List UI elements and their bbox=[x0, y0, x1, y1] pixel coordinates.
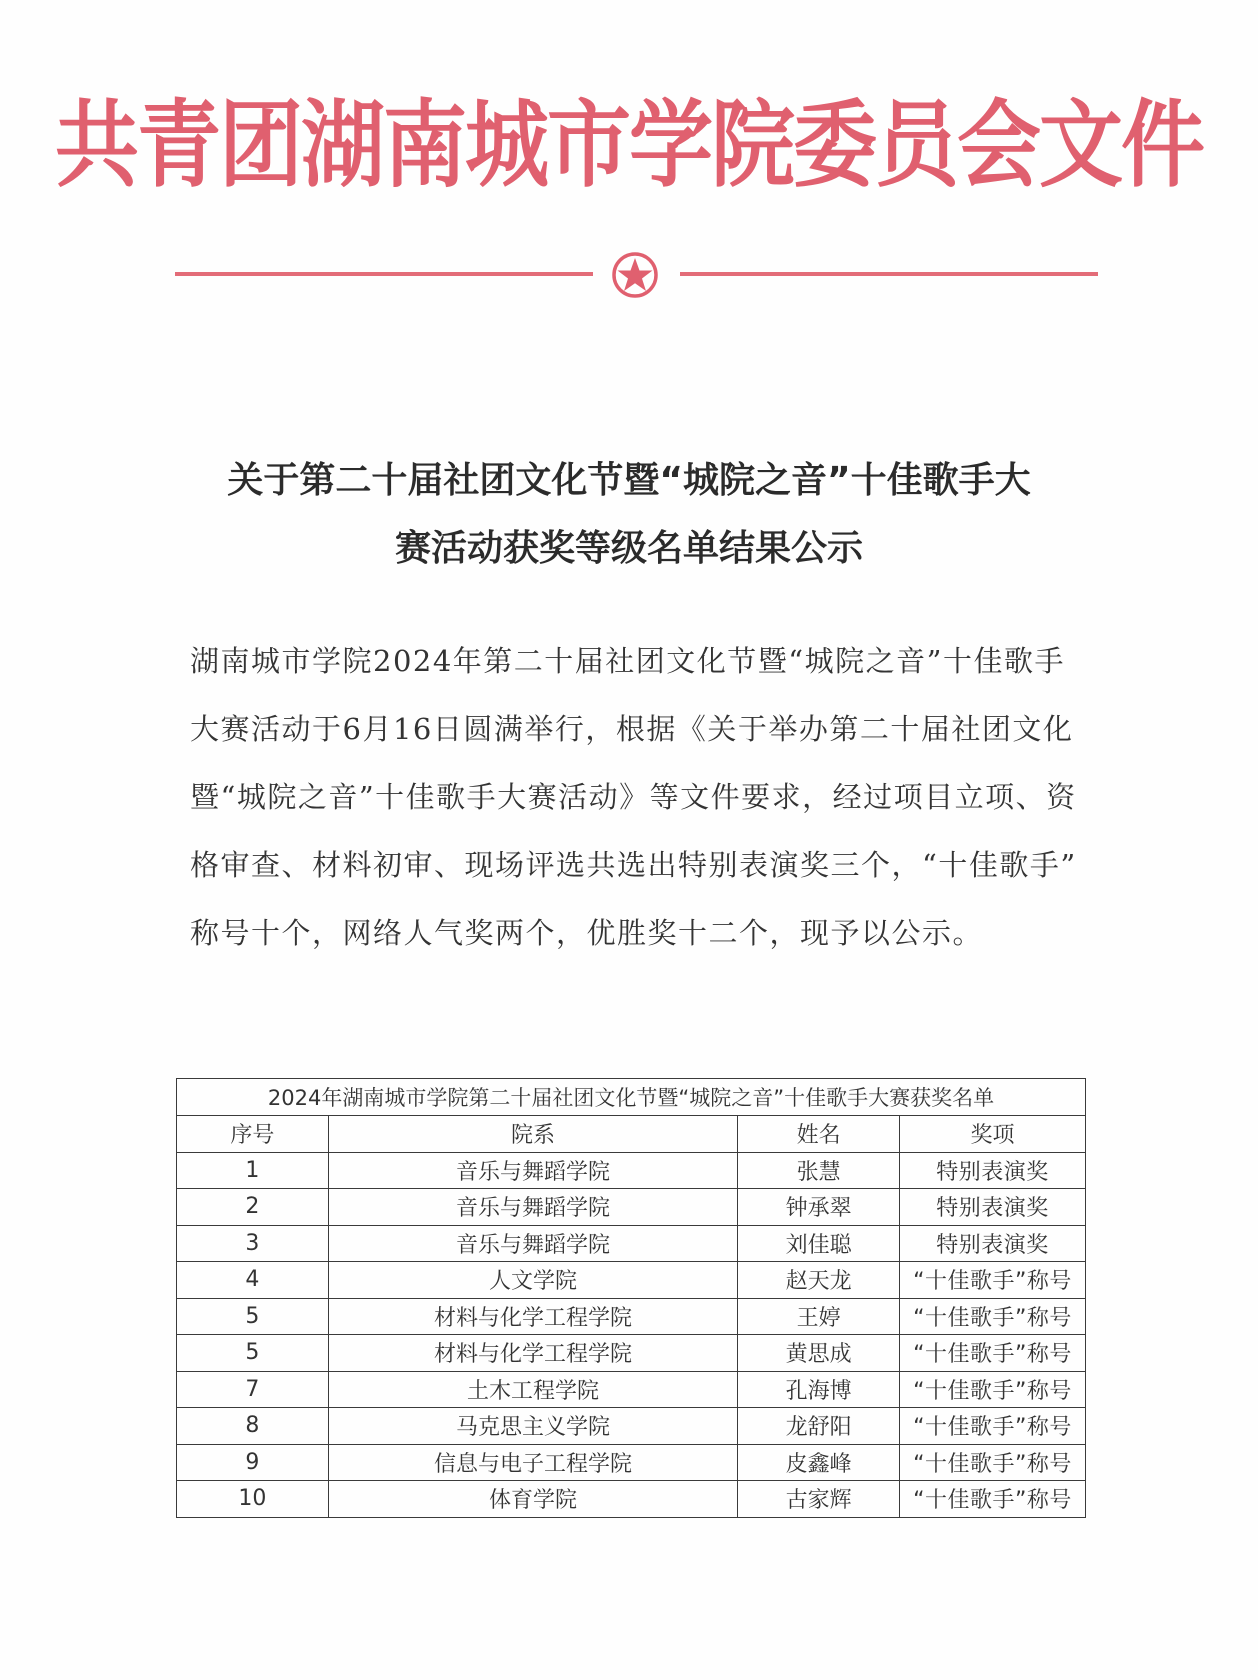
masthead-rule-left bbox=[175, 272, 593, 276]
cell-department: 音乐与舞蹈学院 bbox=[328, 1152, 738, 1189]
cell-department: 信息与电子工程学院 bbox=[328, 1444, 738, 1481]
cell-number: 10 bbox=[177, 1481, 329, 1518]
body-paragraph-line: 格审查、材料初审、现场评选共选出特别表演奖三个，“十佳歌手” bbox=[190, 848, 1077, 882]
cell-number: 5 bbox=[177, 1298, 329, 1335]
cell-number: 2 bbox=[177, 1189, 329, 1226]
table-row bbox=[177, 1152, 1086, 1189]
column-header-department: 院系 bbox=[328, 1116, 738, 1153]
cell-number: 3 bbox=[177, 1225, 329, 1262]
column-header-number: 序号 bbox=[177, 1116, 329, 1153]
table-row bbox=[177, 1444, 1086, 1481]
cell-name: 古家辉 bbox=[738, 1481, 900, 1518]
cell-number: 4 bbox=[177, 1262, 329, 1299]
table-row bbox=[177, 1335, 1086, 1372]
table-row bbox=[177, 1408, 1086, 1445]
cell-award: 特别表演奖 bbox=[900, 1225, 1086, 1262]
cell-department: 人文学院 bbox=[328, 1262, 738, 1299]
document-title-line-2: 赛活动获奖等级名单结果公示 bbox=[394, 528, 863, 569]
cell-name: 王婷 bbox=[738, 1298, 900, 1335]
masthead-rule-right bbox=[680, 272, 1098, 276]
cell-name: 张慧 bbox=[738, 1152, 900, 1189]
column-header-name: 姓名 bbox=[738, 1116, 900, 1153]
cell-award: “十佳歌手”称号 bbox=[900, 1408, 1086, 1445]
document-masthead: 共青团湖南城市学院委员会文件 bbox=[54, 90, 1203, 201]
cell-department: 土木工程学院 bbox=[328, 1371, 738, 1408]
cell-award: “十佳歌手”称号 bbox=[900, 1335, 1086, 1372]
red-star-icon bbox=[610, 250, 660, 300]
table-caption: 2024年湖南城市学院第二十届社团文化节暨“城院之音”十佳歌手大赛获奖名单 bbox=[177, 1079, 1086, 1116]
table-row bbox=[177, 1298, 1086, 1335]
cell-number: 7 bbox=[177, 1371, 329, 1408]
cell-name: 黄思成 bbox=[738, 1335, 900, 1372]
table-caption-row bbox=[177, 1079, 1086, 1116]
cell-department: 材料与化学工程学院 bbox=[328, 1335, 738, 1372]
document-title-line-1: 关于第二十届社团文化节暨“城院之音”十佳歌手大 bbox=[227, 460, 1031, 501]
table-row bbox=[177, 1371, 1086, 1408]
cell-award: 特别表演奖 bbox=[900, 1152, 1086, 1189]
table-row bbox=[177, 1225, 1086, 1262]
cell-name: 钟承翠 bbox=[738, 1189, 900, 1226]
cell-award: “十佳歌手”称号 bbox=[900, 1298, 1086, 1335]
body-paragraph-line: 称号十个，网络人气奖两个，优胜奖十二个，现予以公示。 bbox=[190, 916, 984, 950]
table-row bbox=[177, 1262, 1086, 1299]
cell-name: 刘佳聪 bbox=[738, 1225, 900, 1262]
table-row bbox=[177, 1481, 1086, 1518]
cell-name: 皮鑫峰 bbox=[738, 1444, 900, 1481]
cell-award: “十佳歌手”称号 bbox=[900, 1481, 1086, 1518]
cell-department: 音乐与舞蹈学院 bbox=[328, 1189, 738, 1226]
body-paragraph-line: 大赛活动于6月16日圆满举行，根据《关于举办第二十届社团文化 bbox=[190, 712, 1074, 746]
cell-award: “十佳歌手”称号 bbox=[900, 1262, 1086, 1299]
cell-number: 8 bbox=[177, 1408, 329, 1445]
cell-department: 音乐与舞蹈学院 bbox=[328, 1225, 738, 1262]
award-list-table bbox=[176, 1078, 1086, 1518]
column-header-award: 奖项 bbox=[900, 1116, 1086, 1153]
cell-name: 龙舒阳 bbox=[738, 1408, 900, 1445]
body-paragraph-line: 暨“城院之音”十佳歌手大赛活动》等文件要求，经过项目立项、资 bbox=[190, 780, 1077, 814]
cell-award: “十佳歌手”称号 bbox=[900, 1444, 1086, 1481]
body-paragraph-line: 湖南城市学院2024年第二十届社团文化节暨“城院之音”十佳歌手 bbox=[190, 644, 1065, 678]
cell-number: 5 bbox=[177, 1335, 329, 1372]
cell-number: 9 bbox=[177, 1444, 329, 1481]
cell-award: 特别表演奖 bbox=[900, 1189, 1086, 1226]
cell-department: 体育学院 bbox=[328, 1481, 738, 1518]
cell-number: 1 bbox=[177, 1152, 329, 1189]
cell-name: 孔海博 bbox=[738, 1371, 900, 1408]
cell-department: 材料与化学工程学院 bbox=[328, 1298, 738, 1335]
cell-award: “十佳歌手”称号 bbox=[900, 1371, 1086, 1408]
table-row bbox=[177, 1189, 1086, 1226]
table-header-row bbox=[177, 1116, 1086, 1153]
cell-department: 马克思主义学院 bbox=[328, 1408, 738, 1445]
cell-name: 赵天龙 bbox=[738, 1262, 900, 1299]
